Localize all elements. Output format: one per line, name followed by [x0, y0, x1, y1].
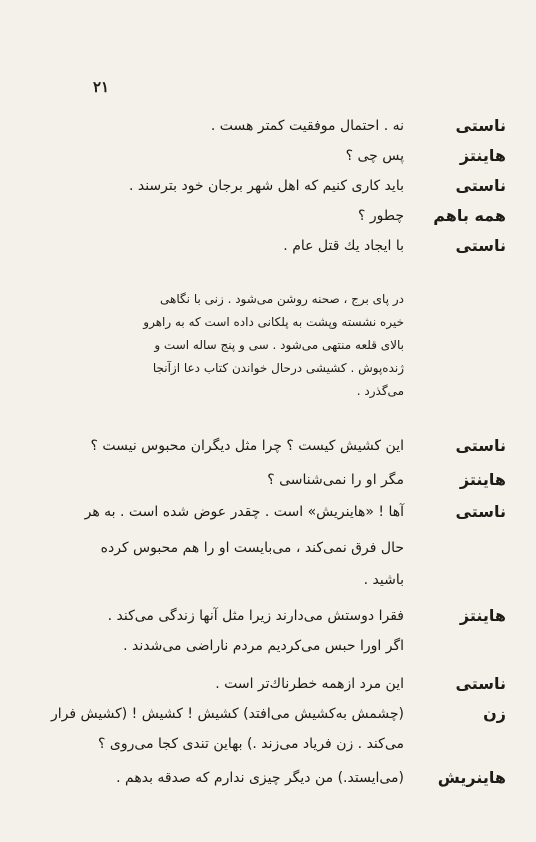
dialogue-row — [0, 568, 536, 592]
speaker-name: ناستی — [455, 502, 506, 521]
dialogue-row — [0, 204, 536, 228]
dialogue-row — [0, 468, 536, 492]
dialogue-row — [0, 434, 536, 458]
speaker-name: زن — [483, 704, 506, 723]
stage-direction-line: ژنده‌پوش . کشیشی درحال خواندن کتاب دعا ازآنجا — [152, 361, 404, 375]
dialogue-row — [0, 114, 536, 138]
dialogue-line: (می‌ایستد.) من دیگر چیزی ندارم که صدقه بدهم . — [116, 770, 404, 786]
speaker-name: ناستی — [455, 176, 506, 195]
dialogue-line: اگر اورا حبس می‌کردیم مردم ناراضی می‌شدند . — [123, 638, 404, 654]
stage-direction-line: خیره نشسته وپشت به پلکانی داده است که به راهرو — [143, 315, 404, 329]
speaker-name: ناستی — [455, 236, 506, 255]
stage-direction — [118, 288, 404, 403]
dialogue-row — [0, 234, 536, 258]
dialogue-row — [0, 732, 536, 756]
dialogue-row — [0, 144, 536, 168]
dialogue-line: نه . احتمال موفقیت کمتر هست . — [210, 118, 404, 134]
speaker-name: ناستی — [455, 674, 506, 693]
speaker-name: هاینتز — [459, 606, 506, 625]
speaker-name: هاینتز — [459, 470, 506, 489]
stage-direction-line: در پای برج ، صحنه روشن می‌شود . زنی با نگاهی — [160, 292, 404, 306]
dialogue-line: فقرا دوستش می‌دارند زیرا مثل آنها زندگی می‌کند . — [107, 608, 404, 624]
dialogue-row — [0, 604, 536, 628]
dialogue-line: پس چی ؟ — [345, 148, 404, 164]
dialogue-row — [0, 672, 536, 696]
speaker-name: هاینریش — [437, 768, 506, 787]
dialogue-row — [0, 174, 536, 198]
speaker-name: هاینتز — [459, 146, 506, 165]
dialogue-line: این مرد ازهمه خطرناك‌تر است . — [215, 676, 404, 692]
dialogue-row — [0, 766, 536, 790]
speaker-name: همه باهم — [433, 206, 506, 225]
dialogue-line: باشید . — [363, 572, 404, 588]
dialogue-line: باید کاری کنیم که اهل شهر برجان خود بترسند . — [128, 178, 404, 194]
dialogue-line: چطور ؟ — [357, 208, 404, 224]
dialogue-row — [0, 500, 536, 524]
dialogue-line: این کشیش کیست ؟ چرا مثل دیگران محبوس نیست ؟ — [90, 438, 404, 454]
dialogue-line: با ایجاد یك قتل عام . — [283, 238, 404, 254]
dialogue-line: آها ! «هاینریش» است . چقدر عوض شده است . به هر — [84, 504, 404, 520]
dialogue-line: می‌کند . زن فریاد می‌زند .) بهاین تندی کجا می‌روی ؟ — [98, 736, 404, 752]
dialogue-line: (چشمش به‌کشیش می‌افتد) کشیش ! کشیش ! (کشیش فرار — [50, 706, 404, 722]
speaker-name: ناستی — [455, 436, 506, 455]
page-number: ۲۱ — [93, 78, 110, 96]
stage-direction-line: می‌گذرد . — [356, 384, 404, 398]
speaker-name: ناستی — [455, 116, 506, 135]
dialogue-row — [0, 536, 536, 560]
stage-direction-line: بالای قلعه منتهی می‌شود . سی و پنج ساله است و — [154, 338, 404, 352]
dialogue-row — [0, 634, 536, 658]
dialogue-line: مگر او را نمی‌شناسی ؟ — [267, 472, 404, 488]
dialogue-row — [0, 702, 536, 726]
dialogue-line: حال فرق نمی‌کند ، می‌بایست او را هم محبوس کرده — [100, 540, 404, 556]
